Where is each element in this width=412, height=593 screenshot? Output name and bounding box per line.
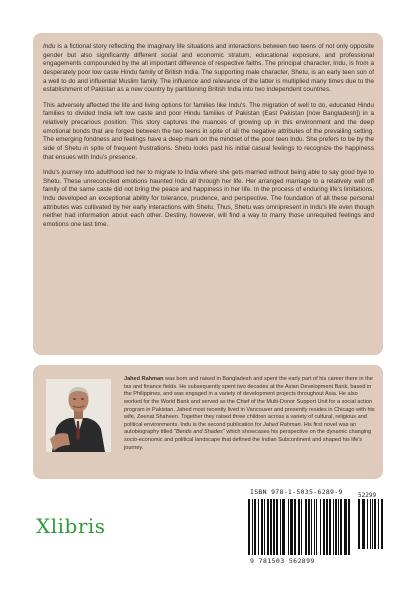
barcode-bar — [254, 499, 256, 555]
barcode-bar — [323, 499, 325, 555]
barcode-bar — [261, 499, 263, 555]
barcode-bar — [362, 499, 365, 549]
barcode-digits: 9 781503 562899 — [250, 557, 315, 565]
price-barcode-bars — [358, 499, 386, 557]
barcode-bar — [374, 499, 376, 549]
barcode-bar — [298, 499, 300, 555]
author-panel — [33, 365, 383, 479]
publisher-logo: Xlibris — [36, 514, 106, 538]
synopsis-paragraph-3: Indu's journey into adulthood led her to migrate to India where she gets married without being able to say good bye to Shetu. These unreconciled emotions haunted Indu all through her life. Her arranged marriage to a relatively well off family of the same caste did not bring the peace and happiness in her life. In the process of enduring life's limitations, Indu developed an exceptional ability for tolerance, prudence, and perspective. The foundation of all these personal attributes was cultivated by her early interactions with Shetu. Thus, Shetu was omnipresent in Indu's life even though neither had information about each other. Destiny, however, will find a way to marry those unrequited feelings and emotions one last time. — [43, 169, 374, 228]
barcode-bar — [335, 499, 337, 555]
barcode-bar — [301, 499, 302, 555]
barcode-bar — [276, 499, 278, 555]
author-bio-text-2: His first novel was an autobiography titled — [124, 421, 357, 436]
barcode-bar — [288, 499, 289, 555]
barcode-bar — [381, 499, 383, 549]
barcode-bar — [378, 499, 379, 549]
barcode-bar — [348, 499, 350, 555]
barcode-bar — [344, 499, 347, 555]
barcode-bar — [333, 499, 334, 555]
barcode-bar — [340, 499, 342, 555]
barcode-bar — [370, 499, 371, 549]
author-bio — [124, 376, 375, 452]
synopsis-panel — [33, 33, 383, 355]
first-novel-title: "Bends and Shades" — [173, 429, 225, 436]
barcode-bar — [290, 499, 293, 555]
barcode-bar — [329, 499, 331, 555]
barcode-bar — [248, 499, 250, 555]
barcode-bar — [311, 499, 312, 555]
barcode-bar — [308, 499, 310, 555]
author-name: Jahed Rahman — [124, 376, 164, 382]
author-name-italic: Jahed Rahman. — [263, 421, 303, 428]
barcode-bar — [372, 499, 373, 549]
barcode-bar — [282, 499, 285, 555]
barcode-bar — [280, 499, 281, 555]
author-bio-text-3: which showcases his perspective on the dynamic changing socio-economic and political landscape that defined the Indian Subcontinent and shaped his life's journey. — [124, 429, 372, 451]
barcode-bar — [338, 499, 339, 555]
barcode-bar — [273, 499, 275, 555]
author-photo — [46, 379, 111, 452]
isbn-barcode — [242, 486, 390, 584]
barcode-bar — [358, 499, 360, 549]
isbn-text: ISBN 978-1-5035-6289-9 — [250, 488, 343, 496]
barcode-bar — [294, 499, 296, 555]
barcode-bar — [252, 499, 253, 555]
barcode-bar — [367, 499, 368, 549]
author-bio-text-1: was born and raised in Bangladesh and spent the early part of his career there in the tax and finance fields. He subsequently spent two decades at the Asian Development Bank, based in the Philippines, and was engaged in a variety of development projects throughout Asia. He also worked for the World Bank and served as the Chief of the Multi-Donor Support Unit for a social action program in Pakistan. Jahed most recently lived in Vancouver and presently resides in Chicago with his wife, Zeenat Shaheen. Together they raised three children across a variety of cultural, religious and political environments. Indu is the second publication for — [124, 376, 375, 428]
barcode-bar — [264, 499, 265, 555]
barcode-bar — [270, 499, 272, 555]
price-code: 52299 — [358, 492, 377, 499]
synopsis-paragraph-1 — [43, 43, 374, 95]
barcode-bar — [267, 499, 269, 555]
barcode-bar — [258, 499, 259, 555]
synopsis-title: Indu — [43, 43, 56, 50]
barcode-bar — [314, 499, 315, 555]
synopsis-paragraph-2: This adversely affected the life and living options for families like Indu's. The migration of well to do, educated Hindu families to divided India left low caste and poor Hindu families of Pakistan (East Pakistan [now Bangladesh]) in a relatively precarious position. This story captures the nuances of growing up in this environment and the deep emotional bonds that are forged between the two teens in spite of all the negative attributes of the prevailing setting. The emerging fondness and feelings have a deep mark on the mindset of the poor teen Indu. She prefers to be by the side of Shetu in spite of frequent frustrations. Shetu looks past his initial casual feelings to recognize the happiness that ensues with Indu's presence. — [43, 101, 374, 161]
barcode-bar — [305, 499, 307, 555]
barcode-bar — [320, 499, 321, 555]
author-portrait-image — [46, 379, 111, 452]
barcode-bars — [248, 499, 354, 557]
synopsis-text-1: is a fictional story reflecting the imaginary life situations and interactions between two teens of not only opposite gender but also significantly different social and economic stratum, educational exposure, and professional engagements compounded by the all important difference of respective faiths. The principal character, Indu, is from a desperately poor low caste Hindu family of British India. The supporting male character, Shetu, is an early teen son of a well to do and influential Muslim family. The influence and relevance of the latter is multiplied many times due to the establishment of Pakistan as a new country by partitioning British India into two independent countries. — [43, 43, 374, 94]
barcode-bar — [316, 499, 317, 555]
barcode-bar — [326, 499, 328, 555]
